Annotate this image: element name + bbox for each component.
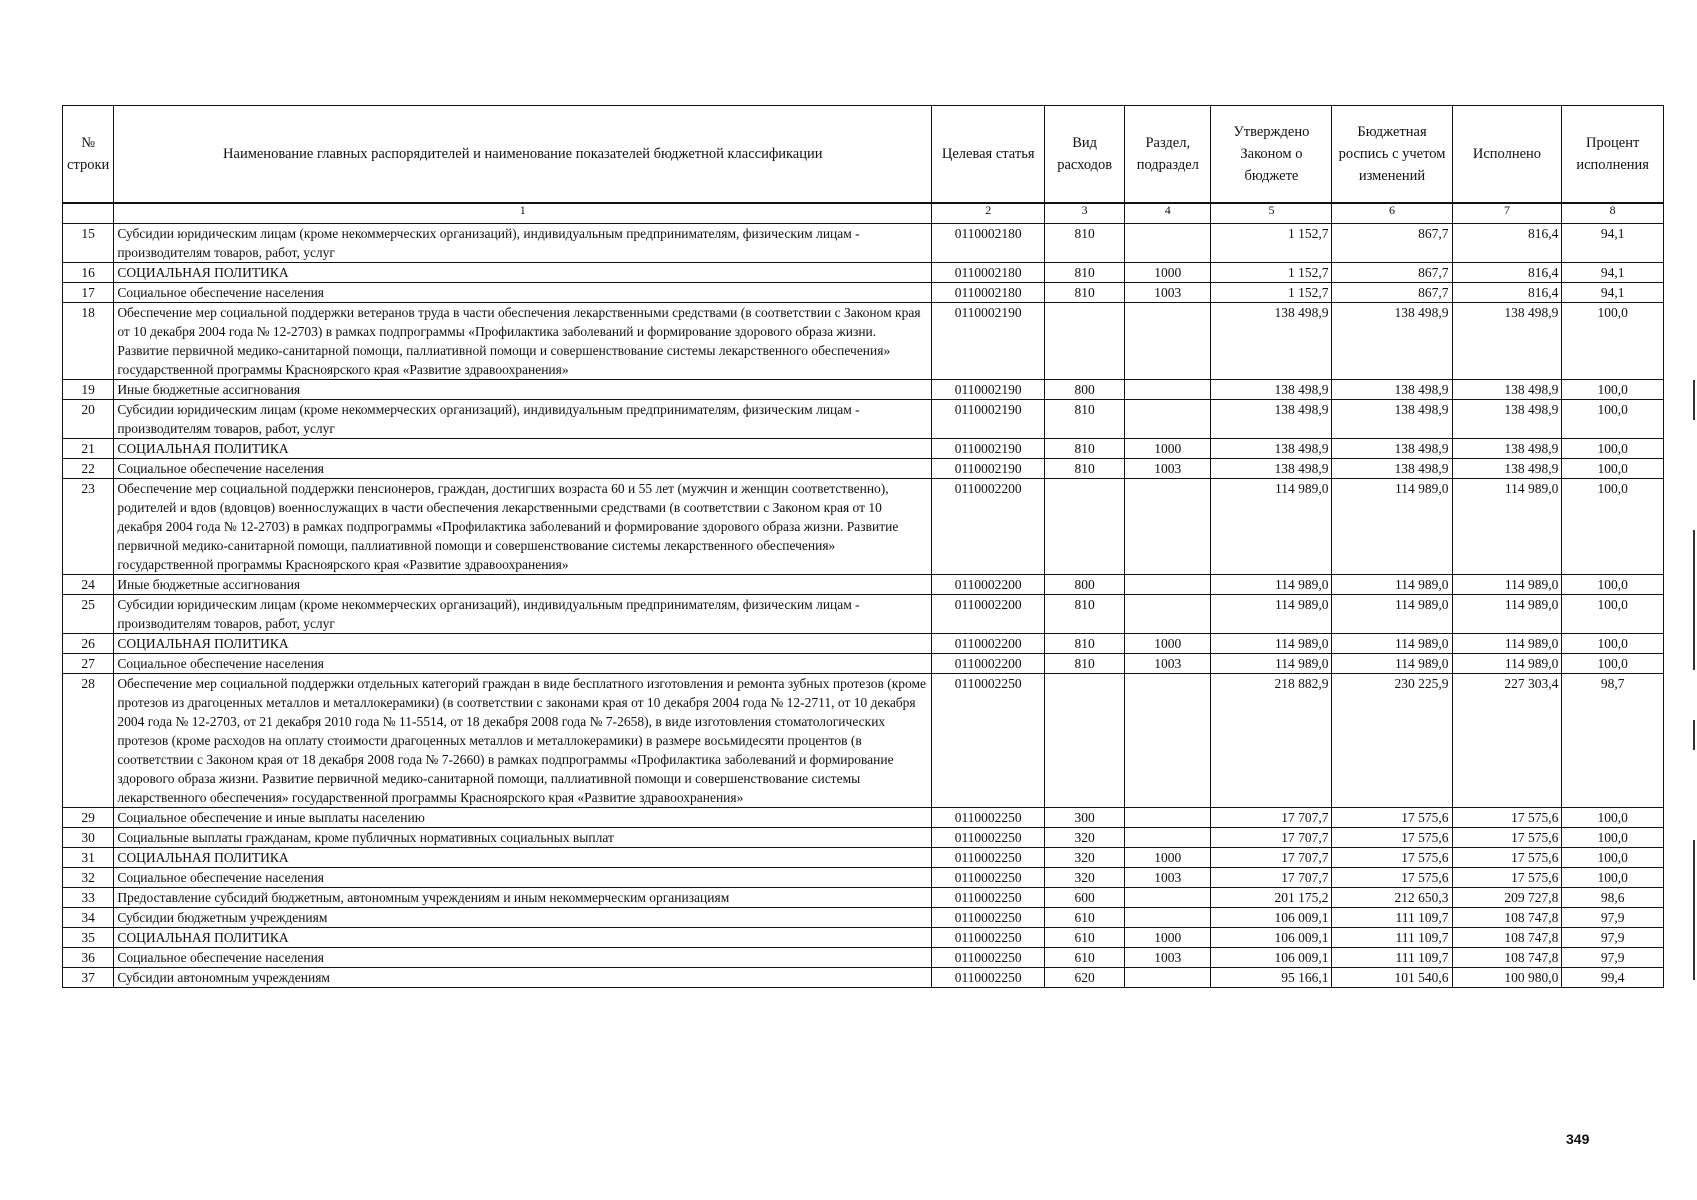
cell-row-number: 20 [63,399,114,438]
column-number: 4 [1125,203,1211,223]
cell-expense-type: 600 [1045,887,1125,907]
cell-budget-plan: 17 575,6 [1332,867,1452,887]
scan-edge-mark [1693,840,1695,980]
cell-name: Социальное обеспечение населения [114,653,932,673]
cell-name: Социальное обеспечение населения [114,947,932,967]
cell-expense-type: 810 [1045,438,1125,458]
cell-expense-type [1045,673,1125,807]
cell-name: Социальное обеспечение населения [114,282,932,302]
cell-approved: 138 498,9 [1211,379,1332,399]
cell-section: 1000 [1125,633,1211,653]
cell-section [1125,379,1211,399]
cell-section [1125,887,1211,907]
cell-section [1125,302,1211,379]
cell-target-article: 0110002250 [932,673,1045,807]
cell-section: 1003 [1125,947,1211,967]
cell-section: 1000 [1125,927,1211,947]
cell-budget-plan: 114 989,0 [1332,594,1452,633]
cell-section: 1000 [1125,847,1211,867]
cell-approved: 106 009,1 [1211,907,1332,927]
cell-approved: 138 498,9 [1211,458,1332,478]
cell-approved: 106 009,1 [1211,927,1332,947]
cell-target-article: 0110002250 [932,947,1045,967]
table-row [63,633,1664,653]
cell-approved: 17 707,7 [1211,867,1332,887]
budget-table-sheet [62,105,1664,988]
cell-target-article: 0110002190 [932,458,1045,478]
cell-name: Социальное обеспечение населения [114,458,932,478]
cell-expense-type: 320 [1045,847,1125,867]
table-row [63,927,1664,947]
cell-percent: 94,1 [1562,262,1664,282]
cell-budget-plan: 212 650,3 [1332,887,1452,907]
column-number [63,203,114,223]
cell-target-article: 0110002180 [932,282,1045,302]
cell-budget-plan: 17 575,6 [1332,807,1452,827]
cell-row-number: 24 [63,574,114,594]
cell-percent: 100,0 [1562,807,1664,827]
cell-budget-plan: 111 109,7 [1332,927,1452,947]
table-row [63,574,1664,594]
cell-target-article: 0110002250 [932,867,1045,887]
cell-executed: 114 989,0 [1452,594,1562,633]
cell-approved: 1 152,7 [1211,223,1332,262]
cell-approved: 106 009,1 [1211,947,1332,967]
cell-row-number: 37 [63,967,114,987]
cell-target-article: 0110002250 [932,907,1045,927]
cell-section: 1003 [1125,653,1211,673]
cell-row-number: 29 [63,807,114,827]
table-row [63,907,1664,927]
table-row [63,438,1664,458]
cell-budget-plan: 138 498,9 [1332,379,1452,399]
cell-executed: 17 575,6 [1452,847,1562,867]
table-header [63,106,1664,204]
cell-name: Обеспечение мер социальной поддержки отдельных категорий граждан в виде бесплатного изготовления и ремонта зубных протезов (кроме протезов из драгоценных металлов и металлокерамики) (в соответствии с законами края от 10 декабря 2004 года № 12-2711, от 10 декабря 2004 года № 12-2703, от 21 декабря 2010 года № 11-5514, от 18 декабря 2008 года № 7-2658), в виде изготовления стоматологических протезов (кроме расходов на оплату стоимости драгоценных металлов и металлокерамики) в размере восьмидесяти процентов (в соответствии с Законом края от 18 декабря 2008 года № 7-2660) в рамках подпрограммы «Профилактика заболеваний и формирование здорового образа жизни. Развитие первичной медико-санитарной помощи, паллиативной помощи и совершенствование системы лекарственного обеспечения» государственной программы Красноярского края «Развитие здравоохранения» [114,673,932,807]
cell-executed: 17 575,6 [1452,807,1562,827]
cell-executed: 108 747,8 [1452,947,1562,967]
cell-row-number: 23 [63,478,114,574]
cell-budget-plan: 867,7 [1332,262,1452,282]
cell-row-number: 25 [63,594,114,633]
cell-section [1125,574,1211,594]
cell-target-article: 0110002200 [932,478,1045,574]
cell-expense-type: 810 [1045,458,1125,478]
page-number: 349 [1566,1131,1590,1147]
cell-target-article: 0110002250 [932,927,1045,947]
cell-budget-plan: 114 989,0 [1332,478,1452,574]
cell-executed: 17 575,6 [1452,867,1562,887]
header-name: Наименование главных распорядителей и наименование показателей бюджетной классификации [114,106,932,204]
cell-approved: 138 498,9 [1211,438,1332,458]
cell-executed: 209 727,8 [1452,887,1562,907]
cell-section [1125,967,1211,987]
cell-expense-type: 300 [1045,807,1125,827]
cell-percent: 100,0 [1562,399,1664,438]
cell-name: СОЦИАЛЬНАЯ ПОЛИТИКА [114,438,932,458]
table-body [63,203,1664,987]
cell-row-number: 22 [63,458,114,478]
cell-row-number: 35 [63,927,114,947]
cell-target-article: 0110002190 [932,399,1045,438]
cell-percent: 100,0 [1562,438,1664,458]
table-row [63,302,1664,379]
cell-approved: 138 498,9 [1211,302,1332,379]
cell-approved: 114 989,0 [1211,594,1332,633]
cell-executed: 816,4 [1452,223,1562,262]
cell-name: Обеспечение мер социальной поддержки пенсионеров, граждан, достигших возраста 60 и 55 лет (мужчин и женщин соответственно), родителей и вдов (вдовцов) военнослужащих в части обеспечения лекарственными средствами (в соответствии с Законом края от 10 декабря 2004 года № 12-2703) в рамках подпрограммы «Профилактика заболеваний и формирование здорового образа жизни. Развитие первичной медико-санитарной помощи, паллиативной помощи и совершенствование системы лекарственного обеспечения» государственной программы Красноярского края «Развитие здравоохранения» [114,478,932,574]
cell-row-number: 27 [63,653,114,673]
column-number: 6 [1332,203,1452,223]
cell-budget-plan: 114 989,0 [1332,653,1452,673]
table-row [63,282,1664,302]
cell-executed: 138 498,9 [1452,379,1562,399]
cell-expense-type: 610 [1045,947,1125,967]
cell-section: 1003 [1125,867,1211,887]
cell-approved: 138 498,9 [1211,399,1332,438]
table-row [63,379,1664,399]
cell-approved: 17 707,7 [1211,847,1332,867]
column-number: 3 [1045,203,1125,223]
cell-percent: 100,0 [1562,827,1664,847]
cell-name: Субсидии юридическим лицам (кроме некоммерческих организаций), индивидуальным предпринимателям, физическим лицам - производителям товаров, работ, услуг [114,399,932,438]
cell-approved: 114 989,0 [1211,633,1332,653]
cell-executed: 108 747,8 [1452,927,1562,947]
cell-name: СОЦИАЛЬНАЯ ПОЛИТИКА [114,847,932,867]
cell-row-number: 36 [63,947,114,967]
table-row [63,887,1664,907]
cell-section [1125,907,1211,927]
cell-section [1125,223,1211,262]
cell-expense-type: 800 [1045,574,1125,594]
cell-name: Социальные выплаты гражданам, кроме публичных нормативных социальных выплат [114,827,932,847]
cell-target-article: 0110002180 [932,262,1045,282]
cell-target-article: 0110002180 [932,223,1045,262]
cell-expense-type: 810 [1045,223,1125,262]
cell-approved: 17 707,7 [1211,827,1332,847]
cell-approved: 114 989,0 [1211,574,1332,594]
cell-budget-plan: 138 498,9 [1332,438,1452,458]
cell-target-article: 0110002200 [932,594,1045,633]
cell-row-number: 33 [63,887,114,907]
cell-approved: 114 989,0 [1211,653,1332,673]
table-row [63,262,1664,282]
cell-percent: 100,0 [1562,379,1664,399]
cell-budget-plan: 114 989,0 [1332,633,1452,653]
table-row [63,807,1664,827]
header-target-article: Целевая статья [932,106,1045,204]
cell-target-article: 0110002250 [932,967,1045,987]
cell-row-number: 30 [63,827,114,847]
cell-expense-type: 320 [1045,827,1125,847]
table-row [63,673,1664,807]
cell-name: Субсидии автономным учреждениям [114,967,932,987]
cell-name: Иные бюджетные ассигнования [114,574,932,594]
header-executed: Исполнено [1452,106,1562,204]
header-row-number: № строки [63,106,114,204]
cell-executed: 138 498,9 [1452,399,1562,438]
cell-percent: 98,7 [1562,673,1664,807]
header-percent: Процент исполнения [1562,106,1664,204]
scan-edge-mark [1693,530,1695,670]
cell-approved: 114 989,0 [1211,478,1332,574]
cell-approved: 201 175,2 [1211,887,1332,907]
table-row [63,947,1664,967]
cell-budget-plan: 101 540,6 [1332,967,1452,987]
cell-row-number: 21 [63,438,114,458]
cell-approved: 1 152,7 [1211,282,1332,302]
cell-percent: 100,0 [1562,633,1664,653]
cell-approved: 218 882,9 [1211,673,1332,807]
column-number: 7 [1452,203,1562,223]
cell-approved: 1 152,7 [1211,262,1332,282]
cell-budget-plan: 17 575,6 [1332,847,1452,867]
cell-executed: 816,4 [1452,282,1562,302]
cell-percent: 100,0 [1562,302,1664,379]
cell-row-number: 16 [63,262,114,282]
cell-executed: 114 989,0 [1452,478,1562,574]
cell-row-number: 34 [63,907,114,927]
cell-row-number: 19 [63,379,114,399]
cell-budget-plan: 111 109,7 [1332,907,1452,927]
cell-name: Субсидии юридическим лицам (кроме некоммерческих организаций), индивидуальным предпринимателям, физическим лицам - производителям товаров, работ, услуг [114,594,932,633]
cell-name: Социальное обеспечение населения [114,867,932,887]
cell-target-article: 0110002200 [932,633,1045,653]
cell-budget-plan: 111 109,7 [1332,947,1452,967]
cell-expense-type [1045,302,1125,379]
column-number: 5 [1211,203,1332,223]
cell-target-article: 0110002200 [932,653,1045,673]
header-budget-plan: Бюджетная роспись с учетом изменений [1332,106,1452,204]
cell-name: СОЦИАЛЬНАЯ ПОЛИТИКА [114,633,932,653]
table-row [63,594,1664,633]
cell-name: Субсидии бюджетным учреждениям [114,907,932,927]
table-row [63,223,1664,262]
cell-name: Иные бюджетные ассигнования [114,379,932,399]
cell-budget-plan: 230 225,9 [1332,673,1452,807]
cell-percent: 94,1 [1562,282,1664,302]
cell-percent: 98,6 [1562,887,1664,907]
cell-target-article: 0110002190 [932,438,1045,458]
cell-percent: 100,0 [1562,478,1664,574]
cell-budget-plan: 138 498,9 [1332,399,1452,438]
table-row [63,478,1664,574]
cell-percent: 100,0 [1562,574,1664,594]
cell-approved: 95 166,1 [1211,967,1332,987]
column-number-row [63,203,1664,223]
cell-percent: 97,9 [1562,927,1664,947]
cell-name: Предоставление субсидий бюджетным, автономным учреждениям и иным некоммерческим организациям [114,887,932,907]
cell-expense-type: 620 [1045,967,1125,987]
cell-executed: 227 303,4 [1452,673,1562,807]
cell-executed: 138 498,9 [1452,458,1562,478]
cell-percent: 94,1 [1562,223,1664,262]
cell-expense-type: 320 [1045,867,1125,887]
cell-name: СОЦИАЛЬНАЯ ПОЛИТИКА [114,927,932,947]
cell-percent: 97,9 [1562,947,1664,967]
cell-percent: 100,0 [1562,458,1664,478]
cell-row-number: 28 [63,673,114,807]
cell-expense-type: 810 [1045,399,1125,438]
cell-section [1125,807,1211,827]
cell-section: 1003 [1125,282,1211,302]
cell-expense-type: 810 [1045,282,1125,302]
cell-section [1125,827,1211,847]
cell-executed: 114 989,0 [1452,633,1562,653]
cell-target-article: 0110002190 [932,379,1045,399]
cell-executed: 816,4 [1452,262,1562,282]
cell-percent: 97,9 [1562,907,1664,927]
cell-budget-plan: 867,7 [1332,223,1452,262]
cell-section: 1000 [1125,262,1211,282]
cell-executed: 17 575,6 [1452,827,1562,847]
header-approved: Утверждено Законом о бюджете [1211,106,1332,204]
table-row [63,458,1664,478]
cell-executed: 114 989,0 [1452,574,1562,594]
cell-name: Обеспечение мер социальной поддержки ветеранов труда в части обеспечения лекарственными средствами (в соответствии с Законом края от 10 декабря 2004 года № 12-2703) в рамках подпрограммы «Профилактика заболеваний и формирование здорового образа жизни. Развитие первичной медико-санитарной помощи, паллиативной помощи и совершенствование системы лекарственного обеспечения» государственной программы Красноярского края «Развитие здравоохранения» [114,302,932,379]
cell-budget-plan: 138 498,9 [1332,302,1452,379]
cell-expense-type: 800 [1045,379,1125,399]
cell-section [1125,399,1211,438]
cell-budget-plan: 138 498,9 [1332,458,1452,478]
cell-executed: 100 980,0 [1452,967,1562,987]
cell-expense-type: 810 [1045,262,1125,282]
cell-percent: 100,0 [1562,847,1664,867]
cell-target-article: 0110002250 [932,827,1045,847]
cell-row-number: 17 [63,282,114,302]
scan-edge-mark [1693,380,1695,420]
cell-target-article: 0110002250 [932,807,1045,827]
cell-executed: 138 498,9 [1452,302,1562,379]
cell-budget-plan: 867,7 [1332,282,1452,302]
cell-row-number: 18 [63,302,114,379]
cell-expense-type [1045,478,1125,574]
cell-approved: 17 707,7 [1211,807,1332,827]
table-row [63,967,1664,987]
cell-name: Субсидии юридическим лицам (кроме некоммерческих организаций), индивидуальным предпринимателям, физическим лицам - производителям товаров, работ, услуг [114,223,932,262]
table-row [63,653,1664,673]
cell-executed: 138 498,9 [1452,438,1562,458]
budget-execution-table [62,105,1664,988]
cell-section [1125,673,1211,807]
cell-percent: 99,4 [1562,967,1664,987]
table-row [63,827,1664,847]
cell-percent: 100,0 [1562,867,1664,887]
table-row [63,867,1664,887]
cell-section [1125,478,1211,574]
header-expense-type: Вид расходов [1045,106,1125,204]
cell-target-article: 0110002250 [932,847,1045,867]
cell-name: Социальное обеспечение и иные выплаты населению [114,807,932,827]
cell-expense-type: 810 [1045,594,1125,633]
cell-target-article: 0110002200 [932,574,1045,594]
cell-section: 1003 [1125,458,1211,478]
scan-edge-mark [1693,720,1695,750]
cell-expense-type: 810 [1045,633,1125,653]
cell-row-number: 32 [63,867,114,887]
cell-row-number: 15 [63,223,114,262]
cell-percent: 100,0 [1562,653,1664,673]
cell-row-number: 31 [63,847,114,867]
cell-section: 1000 [1125,438,1211,458]
table-row [63,847,1664,867]
cell-target-article: 0110002250 [932,887,1045,907]
header-section: Раздел, подраздел [1125,106,1211,204]
cell-expense-type: 610 [1045,907,1125,927]
cell-name: СОЦИАЛЬНАЯ ПОЛИТИКА [114,262,932,282]
cell-row-number: 26 [63,633,114,653]
column-number: 8 [1562,203,1664,223]
cell-section [1125,594,1211,633]
cell-percent: 100,0 [1562,594,1664,633]
cell-target-article: 0110002190 [932,302,1045,379]
table-row [63,399,1664,438]
cell-budget-plan: 114 989,0 [1332,574,1452,594]
cell-expense-type: 610 [1045,927,1125,947]
cell-executed: 114 989,0 [1452,653,1562,673]
cell-expense-type: 810 [1045,653,1125,673]
cell-budget-plan: 17 575,6 [1332,827,1452,847]
column-number: 2 [932,203,1045,223]
cell-executed: 108 747,8 [1452,907,1562,927]
column-number: 1 [114,203,932,223]
